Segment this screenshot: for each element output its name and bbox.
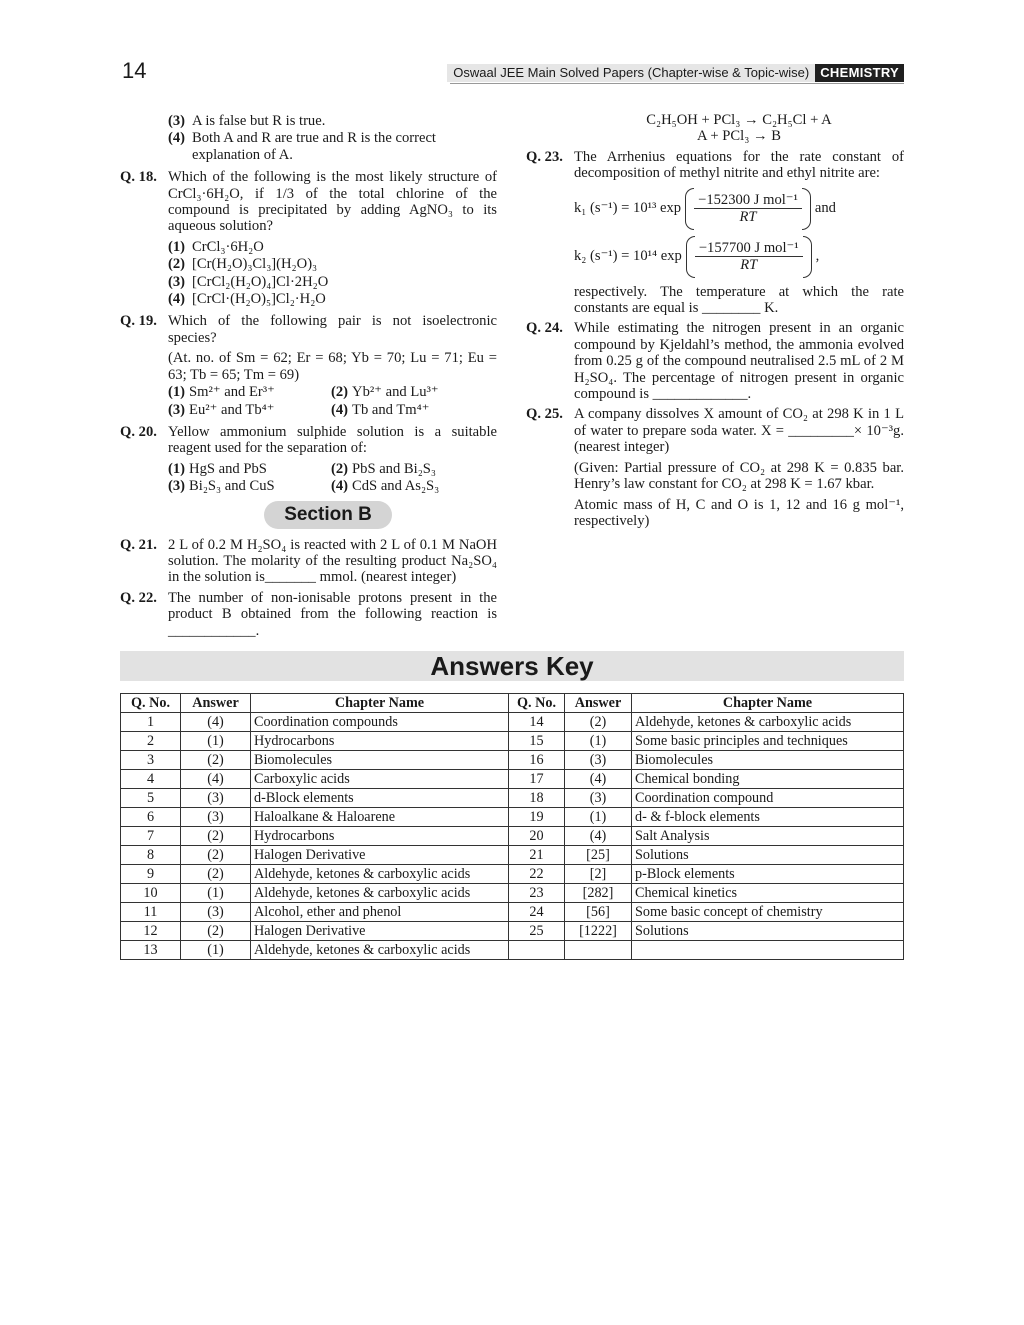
question-25: Q. 25. A company dissolves X amount of CO₂ at 298 K in 1 L of water to prepare soda water. X = _________× 10⁻³g. (nearest integer) [526, 406, 904, 456]
running-header [447, 64, 904, 82]
arrhenius-equation-2 [574, 236, 904, 278]
table-cell: Salt Analysis [632, 827, 904, 846]
table-cell: [2] [565, 865, 632, 884]
table-row [121, 770, 904, 789]
question-24: Q. 24. While estimating the nitrogen present in an organic compound by Kjeldahl’s method, the ammonia evolved from 0.25 g of the compound neutralised 2.5 mL of 2 M H₂SO₄. The percentage of nitrogen present in organic compound is _____________. [526, 320, 904, 403]
table-cell: (2) [565, 713, 632, 732]
answers-table-body [121, 713, 904, 960]
atomic-number-note: (At. no. of Sm = 62; Er = 68; Yb = 70; Lu = 71; Eu = 63; Tb = 65; Tm = 69) [168, 350, 497, 383]
table-cell: 15 [509, 732, 565, 751]
column-header: Q. No. [509, 694, 565, 713]
subject-label: CHEMISTRY [815, 64, 904, 82]
table-cell: Halogen Derivative [251, 922, 509, 941]
answers-table [120, 693, 904, 960]
option: (3) Bi₂S₃ and CuS [168, 478, 275, 495]
equation-tail: and [814, 200, 836, 217]
table-cell: (4) [565, 827, 632, 846]
option: (2) [Cr(H₂O)₃Cl₃](H₂O)₃ [168, 256, 318, 273]
table-cell: Aldehyde, ketones & carboxylic acids [251, 941, 509, 960]
table-row [121, 789, 904, 808]
table-cell: 10 [121, 884, 181, 903]
table-cell: (4) [181, 770, 251, 789]
table-cell: [282] [565, 884, 632, 903]
table-cell: (2) [181, 865, 251, 884]
table-cell: (3) [181, 903, 251, 922]
table-row [121, 732, 904, 751]
table-cell: 9 [121, 865, 181, 884]
table-cell: Solutions [632, 846, 904, 865]
table-row [121, 846, 904, 865]
left-column [120, 112, 497, 643]
table-cell: Biomolecules [251, 751, 509, 770]
table-cell: (2) [181, 751, 251, 770]
table-cell: 24 [509, 903, 565, 922]
table-cell: 7 [121, 827, 181, 846]
table-cell: Alcohol, ether and phenol [251, 903, 509, 922]
table-cell: 11 [121, 903, 181, 922]
table-cell: 23 [509, 884, 565, 903]
option-row [120, 461, 497, 477]
table-cell: d-Block elements [251, 789, 509, 808]
table-cell: Carboxylic acids [251, 770, 509, 789]
question-20: Q. 20. Yellow ammonium sulphide solution is a suitable reagent used for the separation of: [120, 423, 497, 457]
table-cell: Coordination compounds [251, 713, 509, 732]
question-22: Q. 22. The number of non-ionisable protons present in the product B obtained from the following reaction is ____________. [120, 589, 497, 639]
series-title: Oswaal JEE Main Solved Papers (Chapter-wise & Topic-wise) [447, 64, 815, 82]
table-cell: (3) [565, 751, 632, 770]
column-header: Answer [181, 694, 251, 713]
column-header: Chapter Name [251, 694, 509, 713]
table-cell: Biomolecules [632, 751, 904, 770]
table-cell: p-Block elements [632, 865, 904, 884]
option: (4) [CrCl·(H₂O)₅]Cl₂·H₂O [168, 291, 326, 308]
table-cell: Halogen Derivative [251, 846, 509, 865]
option: (1) CrCl₃·6H₂O [168, 238, 264, 255]
question-23: Q. 23. The Arrhenius equations for the rate constant of decomposition of methyl nitrite and ethyl nitrite are: [526, 148, 904, 182]
table-row [121, 713, 904, 732]
question-21: Q. 21. 2 L of 0.2 M H₂SO₄ is reacted with 2 L of 0.1 M NaOH solution. The molarity of the resulting product Na₂SO₄ in the solution is_______ mmol. (nearest integer) [120, 536, 497, 586]
answers-key-banner [120, 651, 904, 681]
table-cell: (2) [181, 827, 251, 846]
table-cell: [56] [565, 903, 632, 922]
table-header-row [121, 694, 904, 713]
table-cell: 8 [121, 846, 181, 865]
table-cell: 1 [121, 713, 181, 732]
table-cell: 17 [509, 770, 565, 789]
table-cell: 20 [509, 827, 565, 846]
header-rule [450, 83, 904, 84]
section-b-heading: Section B [264, 501, 392, 529]
table-cell: (4) [181, 713, 251, 732]
table-cell: 5 [121, 789, 181, 808]
equation-lhs: k₂ (s⁻¹) = 10¹⁴ exp [574, 248, 682, 265]
table-cell: Haloalkane & Haloarene [251, 808, 509, 827]
table-row [121, 884, 904, 903]
table-cell: Aldehyde, ketones & carboxylic acids [251, 884, 509, 903]
question-25-atomic-mass: Atomic mass of H, C and O is 1, 12 and 16 g mol⁻¹, respectively) [574, 496, 904, 529]
column-header: Chapter Name [632, 694, 904, 713]
table-cell: Aldehyde, ketones & carboxylic acids [632, 713, 904, 732]
fraction-denominator: RT [739, 209, 757, 226]
table-cell: Chemical bonding [632, 770, 904, 789]
fraction-numerator: −157700 J mol⁻¹ [695, 240, 803, 257]
table-cell: Aldehyde, ketones & carboxylic acids [251, 865, 509, 884]
table-cell: 2 [121, 732, 181, 751]
table-cell: (1) [181, 732, 251, 751]
page-number: 14 [122, 58, 147, 83]
question-18: Q. 18. Which of the following is the most likely structure of CrCl₃·6H₂O, if 1/3 of the total chlorine of the compound is precipitated by adding AgNO₃ to its aqueous solution? [120, 169, 497, 235]
option: (3) A is false but R is true. [168, 113, 326, 129]
table-cell: [25] [565, 846, 632, 865]
equation-tail: , [815, 248, 820, 265]
column-header: Q. No. [121, 694, 181, 713]
equation-exponent [685, 188, 811, 230]
right-column [526, 112, 904, 530]
option-row [120, 478, 497, 494]
equation-exponent [686, 236, 812, 278]
reaction-line: C₂H₅OH + PCl₃ → C₂H₅Cl + A [646, 112, 832, 128]
table-cell: (1) [181, 884, 251, 903]
table-cell: (2) [181, 922, 251, 941]
table-cell: Coordination compound [632, 789, 904, 808]
table-cell: (2) [181, 846, 251, 865]
table-cell: (3) [181, 789, 251, 808]
table-row [121, 808, 904, 827]
table-cell: (1) [565, 732, 632, 751]
table-cell: 14 [509, 713, 565, 732]
table-cell: 13 [121, 941, 181, 960]
table-cell: 22 [509, 865, 565, 884]
option: (1) Sm²⁺ and Er³⁺ [168, 384, 275, 401]
table-row [121, 865, 904, 884]
option: (3) [CrCl₂(H₂O)₄]Cl·2H₂O [168, 273, 329, 290]
table-row [121, 751, 904, 770]
table-cell: 4 [121, 770, 181, 789]
question-23-tail: respectively. The temperature at which the rate constants are equal is ________ K. [574, 283, 904, 317]
table-cell: 25 [509, 922, 565, 941]
table-cell: Chemical kinetics [632, 884, 904, 903]
table-row [121, 827, 904, 846]
table-cell [632, 941, 904, 960]
equation-lhs: k₁ (s⁻¹) = 10¹³ exp [574, 200, 682, 217]
table-row [121, 922, 904, 941]
option: (4) Both A and R are true and R is the correct explanation of A. [168, 130, 436, 163]
table-cell: (4) [565, 770, 632, 789]
option: (2) Yb²⁺ and Lu³⁺ [331, 384, 439, 401]
table-cell: 6 [121, 808, 181, 827]
option: (4) Tb and Tm⁴⁺ [331, 401, 430, 418]
table-cell: (1) [181, 941, 251, 960]
option: (1) HgS and PbS [168, 460, 267, 477]
table-cell: (3) [181, 808, 251, 827]
fraction-denominator: RT [740, 257, 758, 274]
table-cell: 18 [509, 789, 565, 808]
table-row [121, 903, 904, 922]
table-cell: Hydrocarbons [251, 827, 509, 846]
arrhenius-equation-1 [574, 188, 904, 230]
table-cell: Hydrocarbons [251, 732, 509, 751]
option-row [120, 402, 497, 418]
table-cell [565, 941, 632, 960]
table-cell: 16 [509, 751, 565, 770]
table-cell: Some basic concept of chemistry [632, 903, 904, 922]
table-cell [509, 941, 565, 960]
table-cell: 12 [121, 922, 181, 941]
question-19: Q. 19. Which of the following pair is not isoelectronic species? [120, 313, 497, 346]
table-row [121, 941, 904, 960]
option: (3) Eu²⁺ and Tb⁴⁺ [168, 401, 275, 418]
option: (4) CdS and As₂S₃ [331, 478, 440, 495]
column-header: Answer [565, 694, 632, 713]
question-25-given: (Given: Partial pressure of CO₂ at 298 K = 0.835 bar. Henry’s law constant for CO₂ at 298 K = 1.67 kbar. [574, 459, 904, 493]
table-cell: 19 [509, 808, 565, 827]
table-cell: [1222] [565, 922, 632, 941]
answers-key-title: Answers Key [430, 651, 594, 681]
table-cell: Solutions [632, 922, 904, 941]
table-cell: (3) [565, 789, 632, 808]
table-cell: 3 [121, 751, 181, 770]
fraction-numerator: −152300 J mol⁻¹ [694, 192, 802, 209]
table-cell: Some basic principles and techniques [632, 732, 904, 751]
reaction-line: A + PCl₃ → B [697, 128, 781, 145]
table-cell: (1) [565, 808, 632, 827]
option-row [120, 384, 497, 400]
option: (2) PbS and Bi₂S₃ [331, 460, 437, 477]
table-cell: d- & f-block elements [632, 808, 904, 827]
table-cell: 21 [509, 846, 565, 865]
